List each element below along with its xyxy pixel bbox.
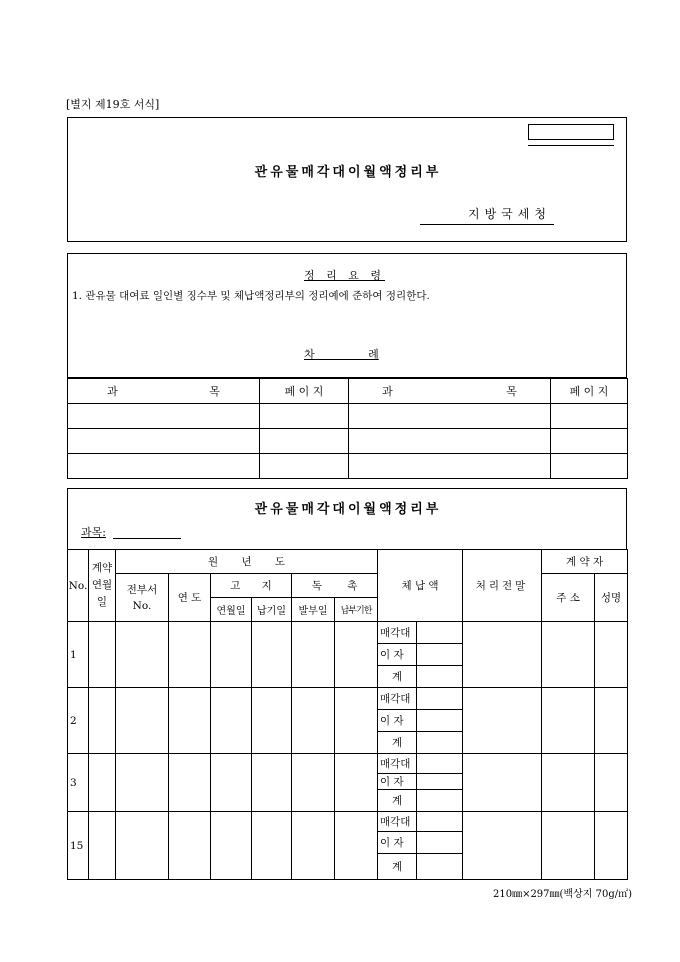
toc-table — [67, 378, 628, 479]
header-contract-date-label: 계약연월일 — [91, 562, 113, 608]
sub-item-total: 계 — [378, 732, 417, 754]
header-year: 연 도 — [169, 574, 211, 622]
toc-row — [68, 454, 628, 479]
sub-item-sale: 매각대 — [378, 812, 417, 832]
sub-item-sale: 매각대 — [378, 754, 417, 774]
toc-header-subject-2: 과 목 — [349, 379, 551, 404]
sub-item-sale: 매각대 — [378, 622, 417, 644]
row-number: 2 — [68, 688, 89, 754]
header-demand: 독 촉 — [292, 574, 378, 598]
ledger-header-box — [67, 488, 627, 550]
table-row — [68, 812, 628, 832]
header-prev-no-label: 전부서 No. — [126, 583, 158, 612]
header-address: 주 소 — [542, 574, 595, 622]
subject-line — [113, 538, 181, 539]
header-contract-date — [89, 550, 116, 622]
office-line — [420, 224, 554, 225]
header-no: No. — [68, 550, 89, 622]
header-prev-no — [116, 574, 169, 622]
sub-item-total: 계 — [378, 854, 417, 880]
sub-item-interest: 이 자 — [378, 644, 417, 666]
header-demand-due: 납부기한 — [335, 598, 378, 622]
sub-item-sale: 매각대 — [378, 688, 417, 710]
table-row — [68, 688, 628, 710]
header-name: 성명 — [595, 574, 628, 622]
ledger-table — [67, 549, 628, 880]
sub-item-interest: 이 자 — [378, 710, 417, 732]
table-row — [68, 754, 628, 774]
guide-box — [67, 253, 627, 378]
stamp-box — [528, 124, 614, 140]
header-notice: 고 지 — [211, 574, 292, 598]
header-due-date: 납기일 — [252, 598, 292, 622]
toc-heading: 차 례 — [304, 348, 379, 361]
sub-item-interest: 이 자 — [378, 774, 417, 790]
cover-box — [67, 117, 627, 242]
header-origin-year: 원 년 도 — [116, 550, 378, 574]
header-arrears: 체 납 액 — [378, 550, 463, 622]
header-issue-date: 발부일 — [292, 598, 335, 622]
paper-spec: 210㎜×297㎜(백상지 70g/㎡) — [492, 889, 632, 900]
table-row — [68, 622, 628, 644]
row-number: 3 — [68, 754, 89, 812]
office-name: 지방국세청 — [468, 207, 551, 221]
toc-row — [68, 429, 628, 454]
header-outlook: 처리전말 — [463, 550, 542, 622]
stamp-line — [528, 145, 614, 146]
cover-title: 관유물매각대이월액정리부 — [254, 165, 442, 180]
ledger-title: 관유물매각대이월액정리부 — [254, 502, 442, 517]
toc-header-page-1: 페 이 지 — [260, 379, 349, 404]
row-number: 15 — [68, 812, 89, 880]
toc-row — [68, 404, 628, 429]
form-label: [별지 제19호 서식] — [66, 98, 160, 111]
sub-item-total: 계 — [378, 666, 417, 688]
row-number: 1 — [68, 622, 89, 688]
guide-text: 1. 관유물 대여료 일인별 징수부 및 체납액정리부의 정리예에 준하여 정리한다. — [72, 290, 430, 302]
sub-item-total: 계 — [378, 790, 417, 812]
header-notice-date: 연월일 — [211, 598, 252, 622]
subject-label: 과목: — [81, 526, 106, 539]
guide-heading: 정 리 요 령 — [304, 269, 385, 282]
toc-header-subject-1: 과 목 — [68, 379, 260, 404]
header-contractor: 계 약 자 — [542, 550, 628, 574]
toc-header-page-2: 페 이 지 — [551, 379, 628, 404]
sub-item-interest: 이 자 — [378, 832, 417, 854]
